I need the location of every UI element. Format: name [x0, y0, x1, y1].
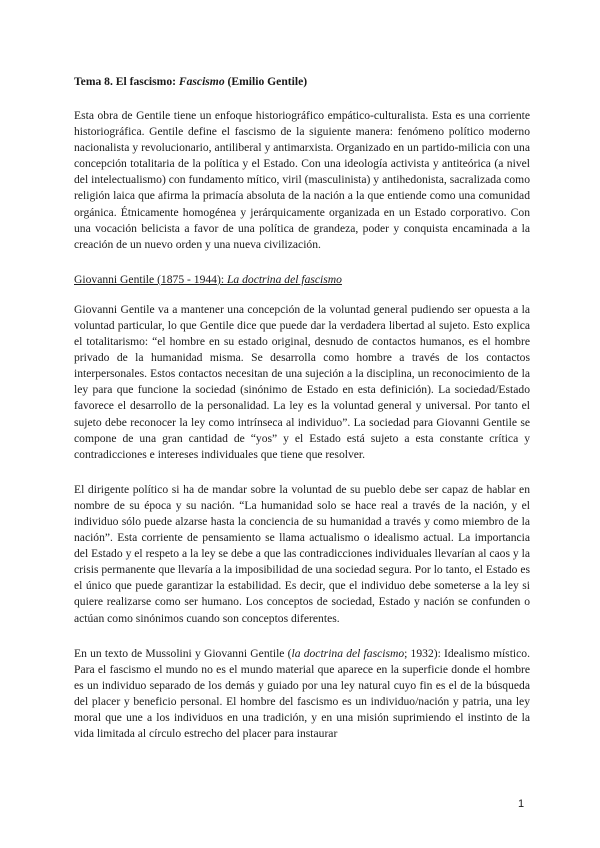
- title-author: (Emilio Gentile): [224, 75, 308, 88]
- title-work: Fascismo: [178, 75, 225, 88]
- title-prefix: Tema 8. El fascismo:: [74, 75, 179, 88]
- document-title: [74, 74, 530, 90]
- section-heading: [74, 272, 530, 288]
- body-paragraph-3: [74, 646, 530, 743]
- section-work: La doctrina del fascismo: [226, 272, 342, 286]
- document-content: [74, 64, 530, 761]
- paragraph-3-text-c: ; 1932): Idealismo místico. Para el fascismo el mundo no es el mundo material que aparece en la superficie donde el hombre es un individuo separado de los demás y guiado por una ley natural cuyo fin es el de la búsqueda del placer y beneficio personal. El hombre del fascismo es un individuo/nación y patria, una ley moral que une a los individuos en una tradición, y en una misión suprimiendo el instinto de la vida limitada al círculo estrecho del placer para instaurar: [74, 646, 530, 741]
- paragraph-3-text-a: En un texto de Mussolini y Giovanni Gentile (: [74, 646, 292, 660]
- paragraph-3-italic-title: la doctrina del fascismo: [291, 646, 405, 660]
- page-number: 1: [518, 798, 525, 810]
- body-paragraph-1: Giovanni Gentile va a mantener una concepción de la voluntad general pudiendo ser opuesta a la voluntad particular, lo que Gentile dice que puede dar la verdadera libertad al sujeto. Esto explica el totalitarismo: “el hombre en su estado original, desnudo de contactos humanos, es el hombre privado de la humanidad misma. Se desarrolla como hombre a través de los contactos interpersonales. Estos contactos necesitan de una sujeción a la disciplina, un reconocimiento de la ley para que funcione la sociedad (sinónimo de Estado en esta definición). La sociedad/Estado favorece el desarrollo de la personalidad. La ley es la voluntad general y universal. Por tanto el sujeto debe reconocer la ley como intrínseca al individuo”. La sociedad para Giovanni Gentile se compone de una gran cantidad de “yos” y el Estado está sujeto a esta constante crítica y contradicciones e intereses individuales que tiene que resolver.: [74, 302, 530, 461]
- intro-paragraph: Esta obra de Gentile tiene un enfoque historiográfico empático-culturalista. Esta es una corriente historiográfica. Gentile define el fascismo de la siguiente manera: fenómeno político moderno nacionalista y revolucionario, antiliberal y antimarxista. Organizado en un partido-milicia con una concepción totalitaria de la política y el Estado. Con una ideología activista y antiteórica (a nivel del intelectualismo) con fundamento mítico, viril (masculinista) y antihedonista, sacralizada como religión laica que afirma la primacía absoluta de la nación a la que entiende como una comunidad orgánica. Étnicamente homogénea y jerárquicamente organizada en un Estado corporativo. Con una vocación belicista a favor de una política de grandeza, poder y conquista encaminada a la creación de un nuevo orden y una nueva civilización.: [74, 109, 530, 251]
- body-paragraph-2: El dirigente político si ha de mandar sobre la voluntad de su pueblo debe ser capaz de hablar en nombre de su época y su nación. “La humanidad solo se hace real a través de la nación, y el individuo sólo puede alzarse hasta la conciencia de su humanidad a través y como miembro de la nación”. Esta corriente de pensamiento se llama actualismo o idealismo actual. La importancia del Estado y el respeto a la ley se debe a que las contradicciones individuales llevarían al caos y la crisis permanente que llevaría a la imposibilidad de una sociedad segura. Por lo tanto, el Estado es el único que puede garantizar la estabilidad. Es decir, que el individuo debe someterse a la ley si quiere realizarse como ser humano. Los conceptos de sociedad, Estado y nación se confunden o actúan como sinónimos cuando son conceptos diferentes.: [74, 482, 530, 625]
- section-author: Giovanni Gentile (1875 - 1944):: [74, 272, 227, 286]
